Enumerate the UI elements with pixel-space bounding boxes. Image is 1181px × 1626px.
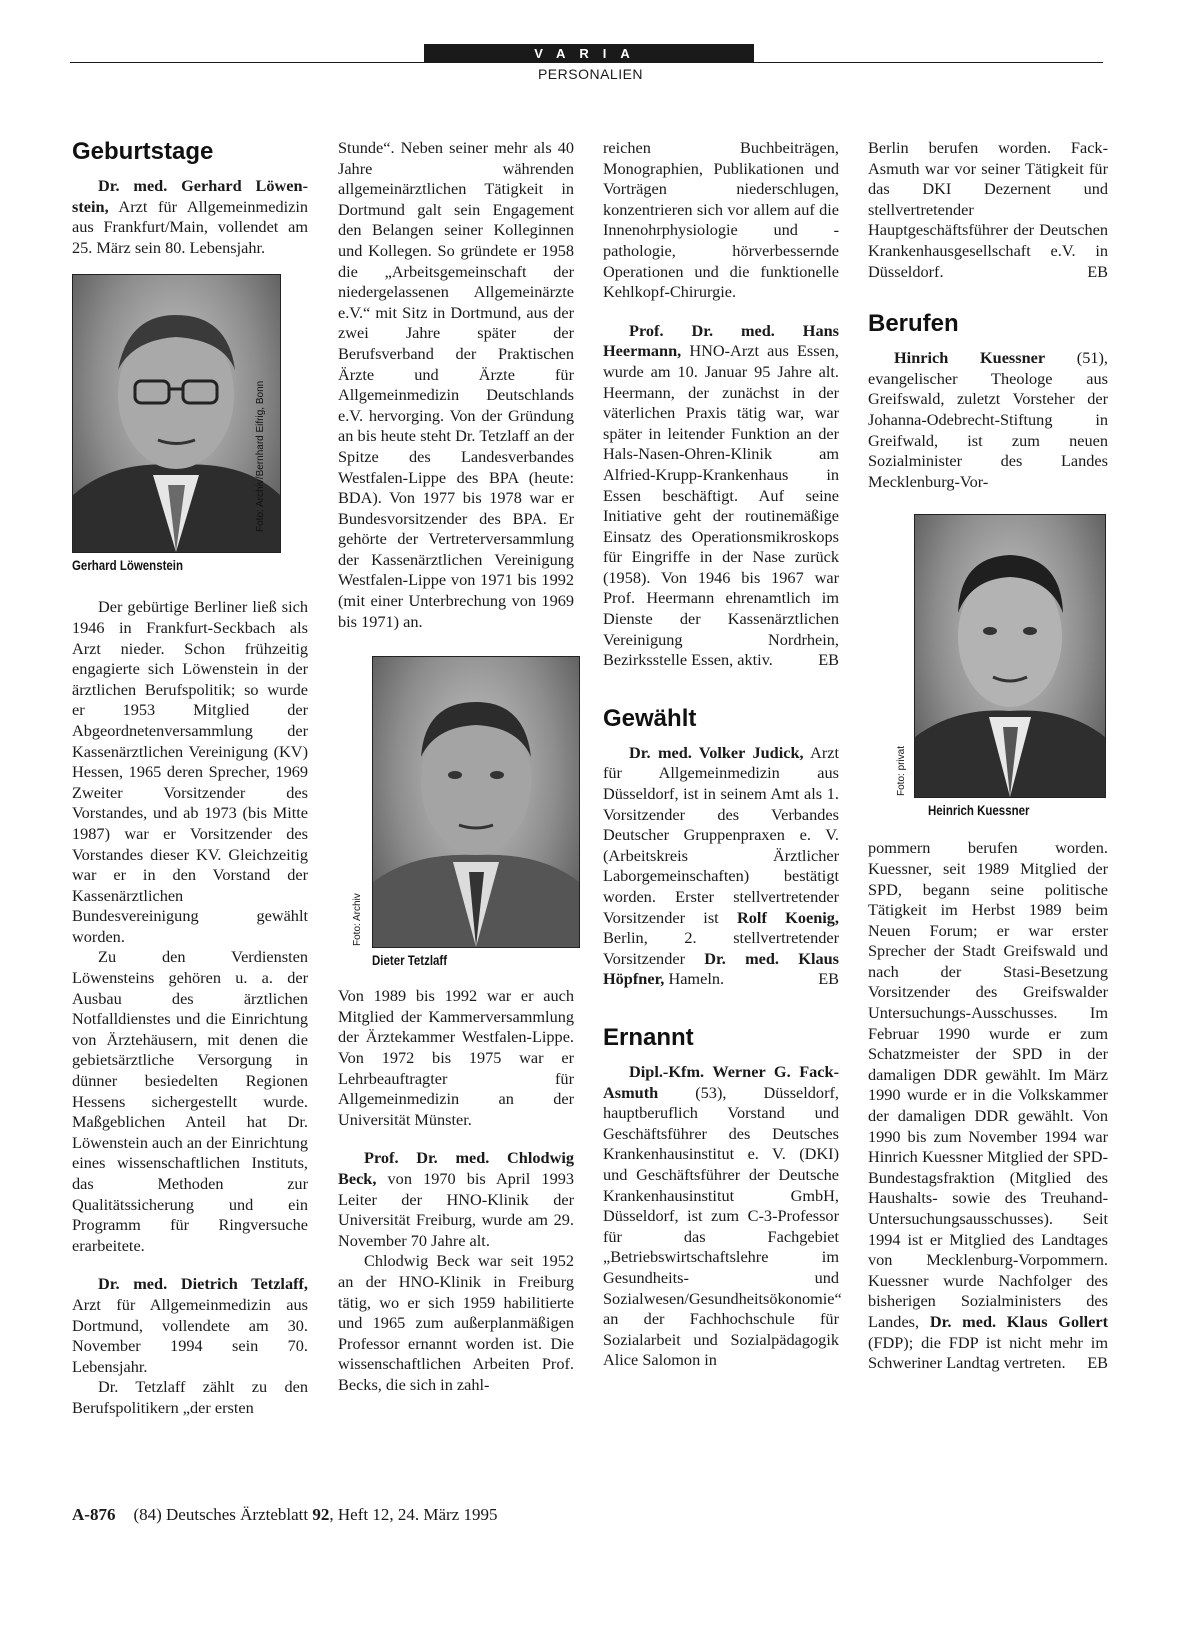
subsection-title: PERSONALIEN (537, 66, 644, 82)
photo-block-loewenstein (72, 274, 308, 574)
entry-text: pommern berufen worden. Kuessner, seit 1989 Mitglied der SPD, begann seine politische Tätigkeit im Herbst 1989 beim Neuen Forum; er war erster Sprecher der Stadt Greifswald und nach der Stasi-Besetzung Vorsitzender des Greifswalder Untersuchungs-Ausschusses. Im Februar 1990 wurde er zum Schatzmeister der SPD in der damaligen DDR gewählt. Im März 1990 wurde er in die Volkskammer der damaligen DDR gewählt. Von 1990 bis zum November 1994 war Hinrich Kuessner Mitglied der SPD-Bundestagsfraktion (Mitglied des Haushalts- sowie des Treuhand-Untersuchungsausschusses). Seit 1994 ist er Mitglied des Landtages von Mecklenburg-Vorpommern. Kuessner wurde Nachfolger des bisherigen Sozialministers des Landes, (868, 838, 1108, 1331)
entry-text: (51), evangelischer Theologe aus Greifswald, zuletzt Vorsteher der Johanna-Odebrecht-Stiftung in Greifwald, ist zum neuen Sozialminister des Landes Mecklenburg-Vor- (868, 348, 1108, 491)
photo-caption: Heinrich Kuessner (928, 802, 1030, 819)
person-name-gollert: Dr. med. Klaus Gollert (929, 1311, 1109, 1331)
entry-text: Berlin, 2. stellvertretender Vorsitzender (603, 928, 839, 968)
person-name: Prof. Dr. med. Hans Heermann, (603, 320, 839, 361)
portrait-photo-tetzlaff (372, 656, 580, 948)
photo-credit: Foto: privat (896, 746, 907, 797)
entry-text: von 1970 bis April 1993 Leiter der HNO-Klinik der Universität Freiburg, wurde am 29. November 70 Jahre alt. (338, 1169, 574, 1250)
entry-text: Arzt für Allgemeinmedizin aus Dortmund, vollendete am 30. November 1994 sein 70. Lebensjahr. (72, 1294, 308, 1376)
journal-issue: , Heft 12, 24. März 1995 (329, 1505, 498, 1524)
photo-block-kuessner (896, 514, 1108, 830)
signature: EB (818, 650, 839, 670)
portrait-photo-kuessner (914, 514, 1106, 798)
entry-text: (FDP); die FDP ist nicht mehr im Schweriner Landtag vertreten. (868, 1332, 1108, 1373)
person-name-koenig: Rolf Koenig, (737, 907, 839, 927)
entry-fack-asmuth-continued (868, 138, 1108, 282)
portrait-image (373, 657, 579, 947)
entry-heermann (603, 321, 839, 671)
header-rule (70, 62, 1103, 63)
entry-loewenstein-bio: Der gebürtige Berliner ließ sich 1946 in Frankfurt-Seckbach als Arzt nieder. Schon frühzeitig engagierte sich Löwenstein in der ärztlichen Berufspolitik; so wurde er 1953 Mitglied der Abgeordnetenversammlung der Kassenärztlichen Vereinigung (KV) Hessen, 1965 deren Sprecher, 1969 Zweiter Vorsitzender des Vorstandes, und ab 1973 (bis Mitte 1987) war er Vorsitzender des Vorstandes dieser KV. Gleichzeitig war er in den Vorstand der Kassenärztlichen Bundesvereinigung gewählt worden. (72, 597, 308, 946)
photo-caption: Gerhard Löwenstein (72, 557, 183, 574)
person-name: Prof. Dr. med. Chlodwig Beck, (338, 1148, 574, 1188)
signature: EB (1087, 1353, 1108, 1373)
page-number: A-876 (72, 1505, 116, 1524)
photo-block-tetzlaff (352, 656, 574, 974)
heading-berufen: Berufen (868, 310, 959, 338)
column-1 (72, 138, 308, 1419)
entry-loewenstein (72, 176, 308, 258)
entry-beck (338, 1148, 574, 1251)
person-name: Dr. med. Volker Judick, (629, 742, 804, 762)
journal-citation: (84) Deutsches Ärzteblatt (133, 1505, 313, 1524)
portrait-photo-loewenstein (72, 274, 281, 553)
entry-text: Arzt für Allgemeinmedizin aus Frankfurt/Main, vollendet am 25. März sein 80. Lebensjahr. (72, 196, 308, 257)
entry-tetzlaff-continued: Stunde“. Neben seiner mehr als 40 Jahre währenden allgemeinärztlichen Tätigkeit in Dortmund galt sein Engagement den Belangen seiner Kolleginnen und Kollegen. So gründete er 1958 die „Arbeitsgemeinschaft der niedergelassenen Allgemeinärzte e.V.“ mit Sitz in Dortmund, aus der zwei Jahre später der Berufsverband der Praktischen Ärzte und Ärzte für Allgemeinmedizin Deutschlands e.V. hervorging. Von der Gründung an bis heute steht Dr. Tetzlaff an der Spitze des Landesverbandes Westfalen-Lippe des BPA (heute: BDA). Von 1977 bis 1978 war er Bundesvorsitzender des BPA. Er gehörte der Vertreterversammlung der Kassenärztlichen Vereinigung Westfalen-Lippe von 1971 bis 1992 (mit einer Unterbrechung von 1969 bis 1971) an. (338, 138, 574, 631)
page-footer (72, 1505, 497, 1525)
entry-fack-asmuth (603, 1061, 842, 1371)
entry-tetzlaff-end: Von 1989 bis 1992 war er auch Mitglied der Kammerversammlung der Ärztekammer Westfalen-Lippe. Von 1972 bis 1975 war er Lehrbeauftragter für Allgemeinmedizin an der Universität Münster. (338, 986, 574, 1129)
photo-credit: Foto: Archiv/Bernhard Eifrig, Bonn (255, 381, 266, 533)
entry-beck-continued: reichen Buchbeiträgen, Monographien, Publikationen und Vorträgen niederschlugen, konzentrieren sich vor allem auf die Innenohrphysiologie und -pathologie, hörverbessernde Operationen und die funktionelle Kehlkopf-Chirurgie. (603, 138, 839, 302)
person-name-hoepfner: Dr. med. Klaus Höpfner, (603, 948, 839, 989)
journal-volume: 92 (312, 1505, 330, 1524)
column-4 (868, 138, 1108, 1374)
entry-text: Hameln. (664, 969, 725, 989)
portrait-image (915, 515, 1105, 797)
photo-caption: Dieter Tetzlaff (372, 952, 448, 969)
signature: EB (818, 969, 839, 989)
photo-credit: Foto: Archiv (352, 893, 363, 947)
entry-kuessner-bio (868, 838, 1108, 1373)
entry-judick (603, 743, 839, 990)
entry-text: HNO-Arzt aus Essen, wurde am 10. Januar 95 Jahre alt. Heermann, der zunächst in der väterlichen Praxis tätig war, war später in leitender Funktion an der Hals-Nasen-Ohren-Klinik am Alfried-Krupp-Krankenhaus in Essen beschäftigt. Auf seine Initiative geht der routinemäßige Einsatz des Operationsmikroskops für Eingriffe in der Nase zurück (1958). Von 1946 bis 1967 war Prof. Heermann ehrenamtlich im Dienste der Kassenärztlichen Vereinigung Nordrhein, Bezirksstelle Essen, aktiv. (603, 341, 839, 670)
entry-text: (53), Düsseldorf, hauptberuflich Vorstand und Geschäftsführer des Deutsches Krankenhausinstitut e. V. (DKI) und Geschäftsführer der Deutsche Krankenhausinstitut GmbH, Düsseldorf, ist zum C-3-Professor für das Fachgebiet „Betriebswirtschaftslehre im Gesundheits- und Sozialwesen/Gesundheitsökonomie“ an der Fachhochschule für Sozialarbeit und Sozialpädagogik Alice Salomon in (603, 1082, 842, 1370)
entry-beck-bio: Chlodwig Beck war seit 1952 an der HNO-Klinik in Freiburg tätig, wo er sich 1959 habilitierte und 1965 zum außerplanmäßigen Professor ernannt worden ist. Die wissenschaftlichen Arbeiten Prof. Becks, die sich in zahl- (338, 1251, 574, 1394)
person-name: Hinrich Kuessner (894, 348, 1046, 368)
entry-tetzlaff-bio: Dr. Tetzlaff zählt zu den Berufspolitikern „der ersten (72, 1377, 308, 1417)
section-header-varia: VARIA (424, 44, 754, 63)
signature: EB (1087, 261, 1108, 281)
column-3 (603, 138, 842, 1371)
entry-loewenstein-merits: Zu den Verdiensten Löwensteins gehören u. a. der Ausbau des ärztlichen Notfalldienstes und die Einrichtung von Ärztehäusern, mit denen die gebietsärztliche Versorgung in dünner besiedelten Regionen Hessens sichergestellt wurde. Maßgeblichen Anteil hat Dr. Löwenstein auch an der Einrichtung eines wissenschaftlichen Instituts, das Methoden zur Qualitätssicherung und ein Programm für Ringversuche erarbeitete. (72, 947, 308, 1255)
entry-text: Arzt für Allgemeinmedizin aus Düsseldorf, ist in seinem Amt als 1. Vorsitzender des Verbandes Deutscher Gruppenpraxen e. V. (Arbeitskreis Ärztlicher Laborgemeinschaften) bestätigt worden. Erster stellvertretender Vorsitzender ist (603, 742, 840, 927)
heading-ernannt: Ernannt (603, 1023, 694, 1051)
entry-tetzlaff (72, 1274, 308, 1377)
portrait-image (73, 275, 280, 552)
person-name: Dr. med. Gerhard Löwen-stein, (72, 176, 308, 216)
person-name: Dipl.-Kfm. Werner G. Fack-Asmuth (603, 1061, 839, 1102)
heading-gewaehlt: Gewählt (603, 704, 697, 732)
entry-text: Berlin berufen worden. Fack-Asmuth war vor seiner Tätigkeit für das DKI Dezernent und stellvertretender Hauptgeschäftsführer der Deutschen Krankenhausgesellschaft e.V. in Düsseldorf. (868, 138, 1108, 281)
column-2 (338, 138, 574, 1396)
person-name: Dr. med. Dietrich Tetzlaff, (98, 1274, 308, 1294)
heading-geburtstage: Geburtstage (72, 138, 214, 165)
entry-kuessner (868, 348, 1108, 492)
